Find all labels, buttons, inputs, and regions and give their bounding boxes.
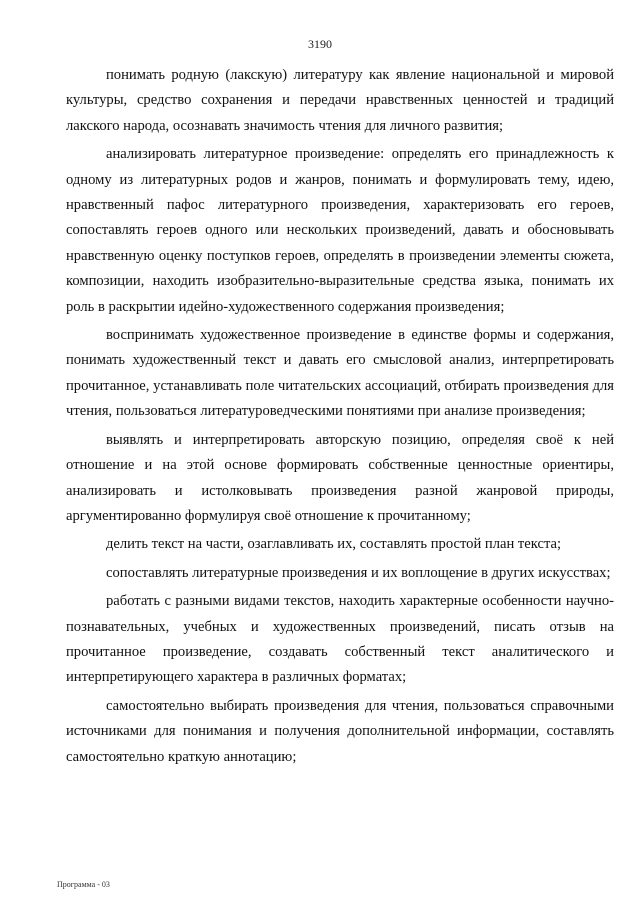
paragraph-6: сопоставлять литературные произведения и их воплощение в других искусствах;	[106, 564, 611, 581]
paragraph-1: понимать родную (лакскую) литературу как явление национальной и мировой культуры, средство сохранения и передачи нравственных ценностей и традиций лакского народа, осознавать значимость чтения для личного развития;	[66, 67, 614, 134]
body-text	[66, 63, 614, 773]
footer-label: Программа - 03	[57, 880, 110, 889]
paragraph-3: воспринимать художественное произведение в единстве формы и содержания, понимать художественный текст и давать его смысловой анализ, интерпретировать прочитанное, устанавливать поле читательских ассоциаций, отбирать произведения для чтения, пользоваться литературоведческими понятиями при анализе произведения;	[66, 327, 614, 420]
paragraph-2: анализировать литературное произведение: определять его принадлежность к одному из литературных родов и жанров, понимать и формулировать тему, идею, нравственный пафос литературного произведения, характеризовать его героев, сопоставлять героев одного или нескольких произведений, давать и обосновывать нравственную оценку поступков героев, определять в произведении элементы сюжета, композиции, находить изобразительно-выразительные средства языка, понимать их роль в раскрытии идейно-художественного содержания произведения;	[66, 146, 614, 315]
page-number: 3190	[308, 37, 332, 51]
paragraph-7: работать с разными видами текстов, находить характерные особенности научно-познавательных, учебных и художественных произведений, писать отзыв на прочитанное произведение, создавать собственный текст аналитического и интерпретирующего характера в различных форматах;	[66, 593, 614, 686]
paragraph-5: делить текст на части, озаглавливать их, составлять простой план текста;	[106, 536, 562, 553]
paragraph-8: самостоятельно выбирать произведения для чтения, пользоваться справочными источниками для понимания и получения дополнительной информации, составлять самостоятельно краткую аннотацию;	[66, 697, 614, 765]
paragraph-4: выявлять и интерпретировать авторскую позицию, определяя своё к ней отношение и на этой основе формировать собственные ценностные ориентиры, анализировать и истолковывать произведения разной жанровой природы, аргументированно формулируя своё отношение к прочитанному;	[66, 431, 614, 524]
